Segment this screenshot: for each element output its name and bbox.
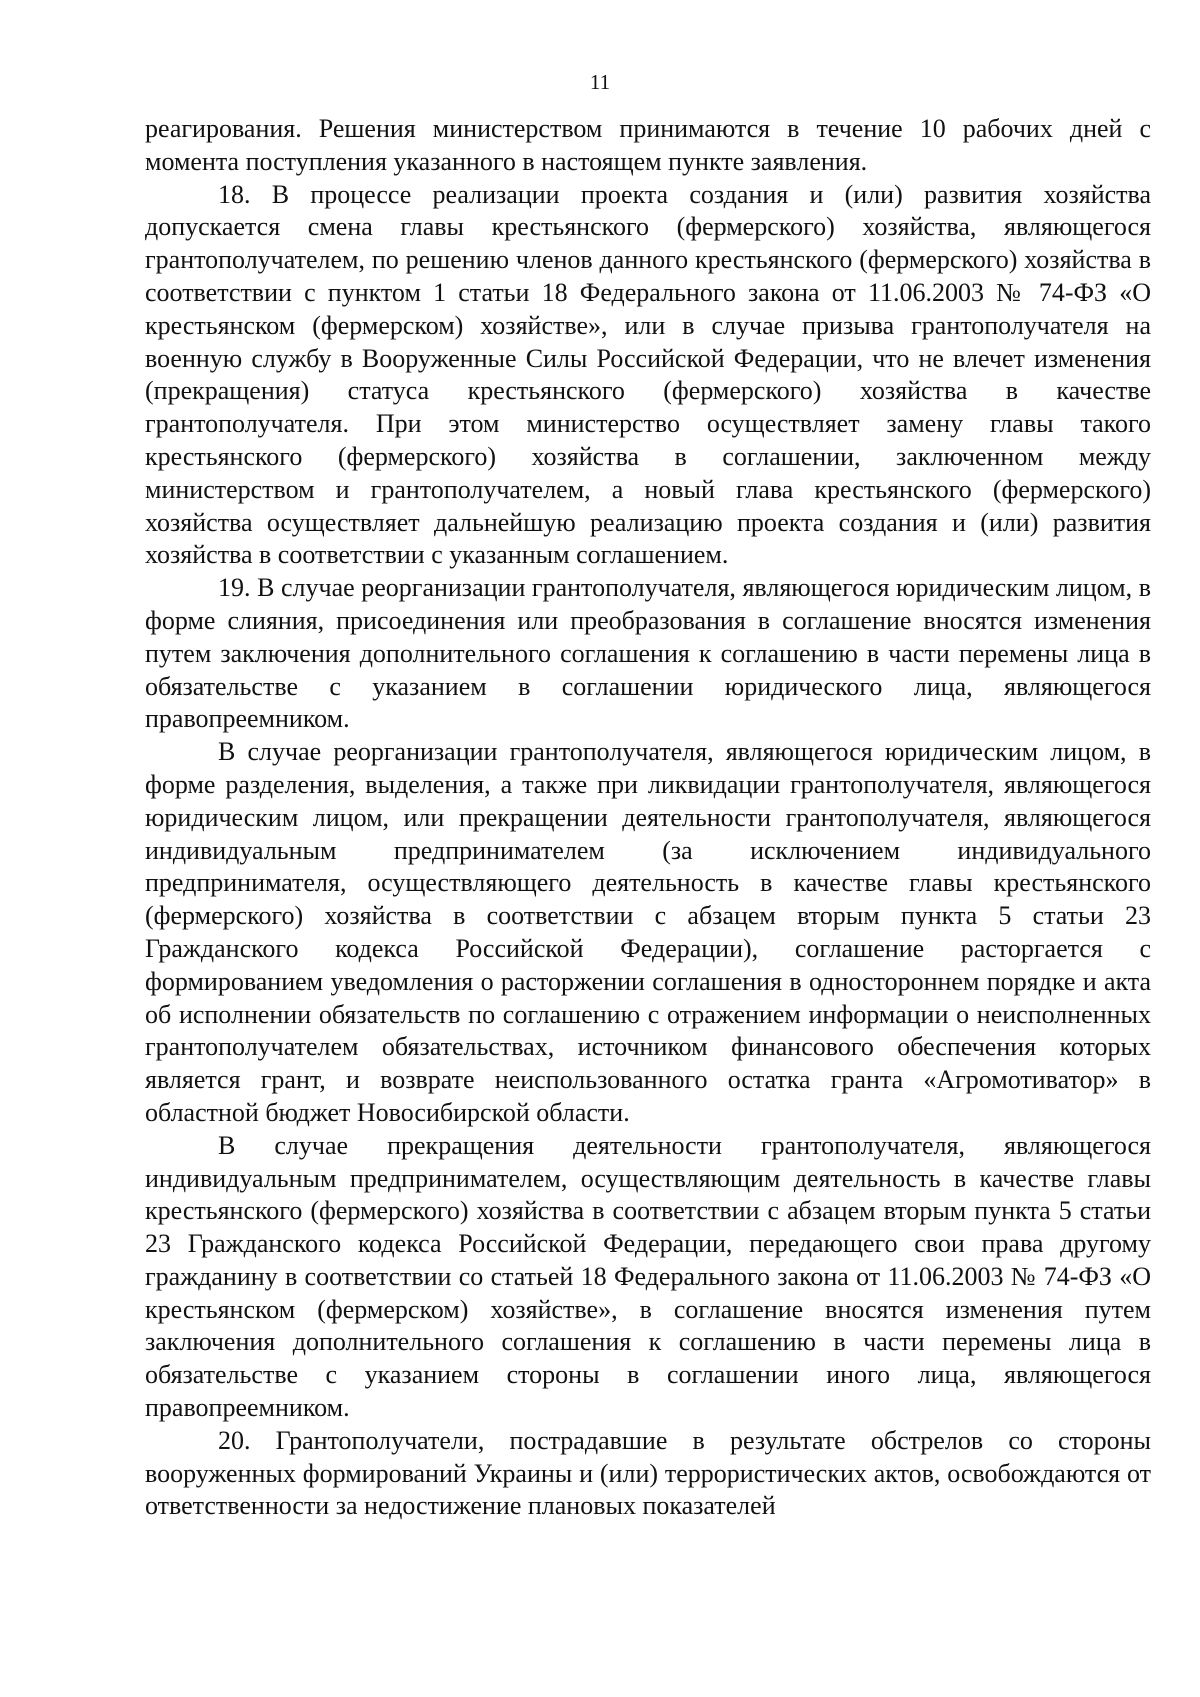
paragraph-item-18: 18. В процессе реализации проекта создания и (или) развития хозяйства допускается смена главы крестьянского (фермерского) хозяйства, являющегося грантополучателем, по решению членов данного крестьянского (фермерского) хозяйства в соответствии с пунктом 1 статьи 18 Федерального закона от 11.06.2003 № 74-ФЗ «О крестьянском (фермерском) хозяйстве», или в случае призыва грантополучателя на военную службу в Вооруженные Силы Российской Федерации, что не влечет изменения (прекращения) статуса крестьянского (фермерского) хозяйства в качестве грантополучателя. При этом министерство осуществляет замену главы такого крестьянского (фермерского) хозяйства в соглашении, заключенном между министерством и грантополучателем, а новый глава крестьянского (фермерского) хозяйства осуществляет дальнейшую реализацию проекта создания и (или) развития хозяйства в соответствии с указанным соглашением. — [145, 179, 1151, 570]
paragraph-item-20: 20. Грантополучатели, пострадавшие в результате обстрелов со стороны вооруженных формирований Украины и (или) террористических актов, освобождаются от ответственности за недостижение плановых показателей — [145, 1425, 1151, 1521]
paragraph-item-19-reorganization: В случае реорганизации грантополучателя, являющегося юридическим лицом, в форме разделения, выделения, а также при ликвидации грантополучателя, являющегося юридическим лицом, или прекращении деятельности грантополучателя, являющегося индивидуальным предпринимателем (за исключением индивидуального предпринимателя, осуществляющего деятельность в качестве главы крестьянского (фермерского) хозяйства в соответствии с абзацем вторым пункта 5 статьи 23 Гражданского кодекса Российской Федерации), соглашение расторгается с формированием уведомления о расторжении соглашения в одностороннем порядке и акта об исполнении обязательств по соглашению с отражением информации о неисполненных грантополучателем обязательствах, источником финансового обеспечения которых является грант, и возврате неиспользованного остатка гранта «Агромотиватор» в областной бюджет Новосибирской области. — [145, 737, 1151, 1127]
page-number: 11 — [589, 70, 611, 94]
document-body — [145, 113, 1151, 1523]
paragraph-continuation: реагирования. Решения министерством принимаются в течение 10 рабочих дней с момента поступления указанного в настоящем пункте заявления. — [145, 114, 1151, 176]
paragraph-item-19-termination: В случае прекращения деятельности грантополучателя, являющегося индивидуальным предпринимателем, осуществляющим деятельность в качестве главы крестьянского (фермерского) хозяйства в соответствии с абзацем вторым пункта 5 статьи 23 Гражданского кодекса Российской Федерации, передающего свои права другому гражданину в соответствии со статьей 18 Федерального закона от 11.06.2003 № 74-ФЗ «О крестьянском (фермерском) хозяйстве», в соглашение вносятся изменения путем заключения дополнительного соглашения к соглашению в части перемены лица в обязательстве с указанием стороны в соглашении иного лица, являющегося правопреемником. — [145, 1130, 1151, 1423]
paragraph-item-19: 19. В случае реорганизации грантополучателя, являющегося юридическим лицом, в форме слияния, присоединения или преобразования в соглашение вносятся изменения путем заключения дополнительного соглашения к соглашению в части перемены лица в обязательстве с указанием в соглашении юридического лица, являющегося правопреемником. — [145, 573, 1151, 734]
